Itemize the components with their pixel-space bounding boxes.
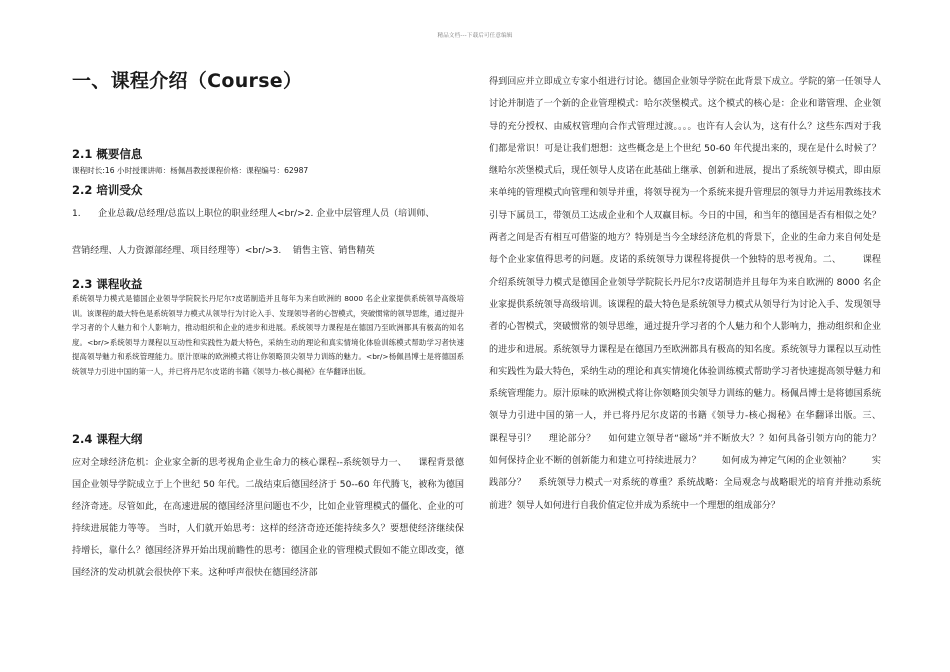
outline-text: 应对全球经济危机：企业家全新的思考视角企业生命力的核心课程--系统领导力一、 课程背景德国企业领导学院成立于上个世纪 50 年代。二战结束后德国经济于 50--60 年代腾飞，被称为德国经济奇迹。尽管如此，在高速进展的德国经济里问题也不少，比如企业管理模式的僵化、企业的可持续进展能力等等。 当时，人们就开始思考：这样的经济奇迹还能持续多久？要想使经济继续保持增长，靠什么？德国经济界开始出现前瞻性的思考：德国企业的管理模式假如不能立即改变，德国经济的发动机就会很快停下来。这种呼声很快在德国经济部 bbox=[72, 458, 464, 578]
right-column-text: 得到回应并立即成立专家小组进行讨论。德国企业领导学院在此背景下成立。学院的第一任领导人讨论并制造了一个新的企业管理模式：哈尔茨堡模式。这个模式的核心是：企业和谐管理、企业领导的充分授权、由威权管理向合作式管理过渡。。。。也许有人会认为，这有什么？这些东西对于我们都是常识！可是让我们想想：这些概念是上个世纪 50-60 年代提出来的，现在是什么时候了？ 继哈尔茨堡模式后，现任领导人皮诺在此基础上继承、创新和进展，提出了系统领导模式，即由原来单纯的管理模式向管理和领导并重，将领导视为一个系统来提升管理层的领导力并运用教练技术引导下属员工，带领员工达成企业和个人双赢目标。今日的中国，和当年的德国是否有相似之处？两者之间是否有相互可借鉴的地方？特别是当今全球经济危机的背景下，企业的生命力来自何处是每个企业家值得思考的问题。皮诺的系统领导力课程将提供一个独特的思考视角。二、 课程介绍系统领导力模式是德国企业领导学院院长丹尼尔?皮诺制造并且每年为来自欧洲的 8000 名企业家提供系统领导高级培训。该课程的最大特色是系统领导力模式从领导行为讨论入手、发现领导者的心智模式，突破惯常的领导思维，通过提升学习者的个人魅力和个人影响力，推动组织和企业的进步和进展。系统领导力课程是在德国乃至欧洲都具有极高的知名度。系统领导力课程以互动性和实践性为最大特色，采纳生动的理论和真实情境化体验训练模式帮助学习者快速提高领导魅力和系统管理能力。原汁原味的欧洲模式将让你领略顶尖领导力训练的魅力。杨佩昌博士是将德国系统领导力引进中国的第一人，并已将丹尼尔皮诺的书籍《领导力-核心揭秘》在华翻译出版。三、 课程导引？ 理论部分？ 如何建立领导者“磁场”并不断放大？？如何具备引领方向的能力？ 如何保持企业不断的创新能力和建立可持续进展力？ 如何成为神定气闲的企业领袖？ 实践部分？ 系统领导力模式一对系统的尊重？系统战略：全局观念与战略眼光的培育并推动系统前进？领导人如何进行自我价值定位并成为系统中一个理想的组成部分？ bbox=[489, 77, 893, 511]
audience-line-2: 营销经理、人力资源部经理、项目经理等）<br/>3. 销售主管、销售精英 bbox=[72, 246, 375, 256]
benefits-text: 系统领导力模式是德国企业领导学院院长丹尼尔?皮诺制造并且每年为来自欧洲的 8000 名企业家提供系统领导高级培训。该课程的最大特色是系统领导力模式从领导行为讨论入手、发现领导者的心智模式，突破惯常的领导思维，通过提升学习者的个人魅力和个人影响力，推动组织和企业的进步和进展。系统领导力课程是在德国乃至欧洲都具有极高的知名度。<br/>系统领导力课程以互动性和实践性为最大特色，采纳生动的理论和真实情境化体验训练模式帮助学习者快速提高领导魅力和系统管理能力。原汁原味的欧洲模式将让你领略顶尖领导力训练的魅力。<br/>杨佩昌博士是将德国系统领导力引进中国的第一人，并已将丹尼尔皮诺的书籍《领导力-核心揭秘》在华翻译出版。 bbox=[72, 294, 464, 376]
header-watermark: 精品文档---下载后可任意编辑 bbox=[437, 33, 513, 39]
overview-meta: 课程时长:16 小时授课讲师：杨佩昌教授课程价格：课程编号：62987 bbox=[72, 166, 309, 175]
overview-heading: 2.1 概要信息 bbox=[72, 147, 143, 161]
benefits-heading: 2.3 课程收益 bbox=[72, 277, 143, 291]
audience-heading: 2.2 培训受众 bbox=[72, 183, 143, 197]
section-title: 一、课程介绍（Course） bbox=[72, 70, 303, 92]
audience-line-1: 1. 企业总裁/总经理/总监以上职位的职业经理人<br/>2. 企业中层管理人员（培训师、 bbox=[72, 209, 435, 219]
outline-heading: 2.4 课程大纲 bbox=[72, 432, 143, 446]
